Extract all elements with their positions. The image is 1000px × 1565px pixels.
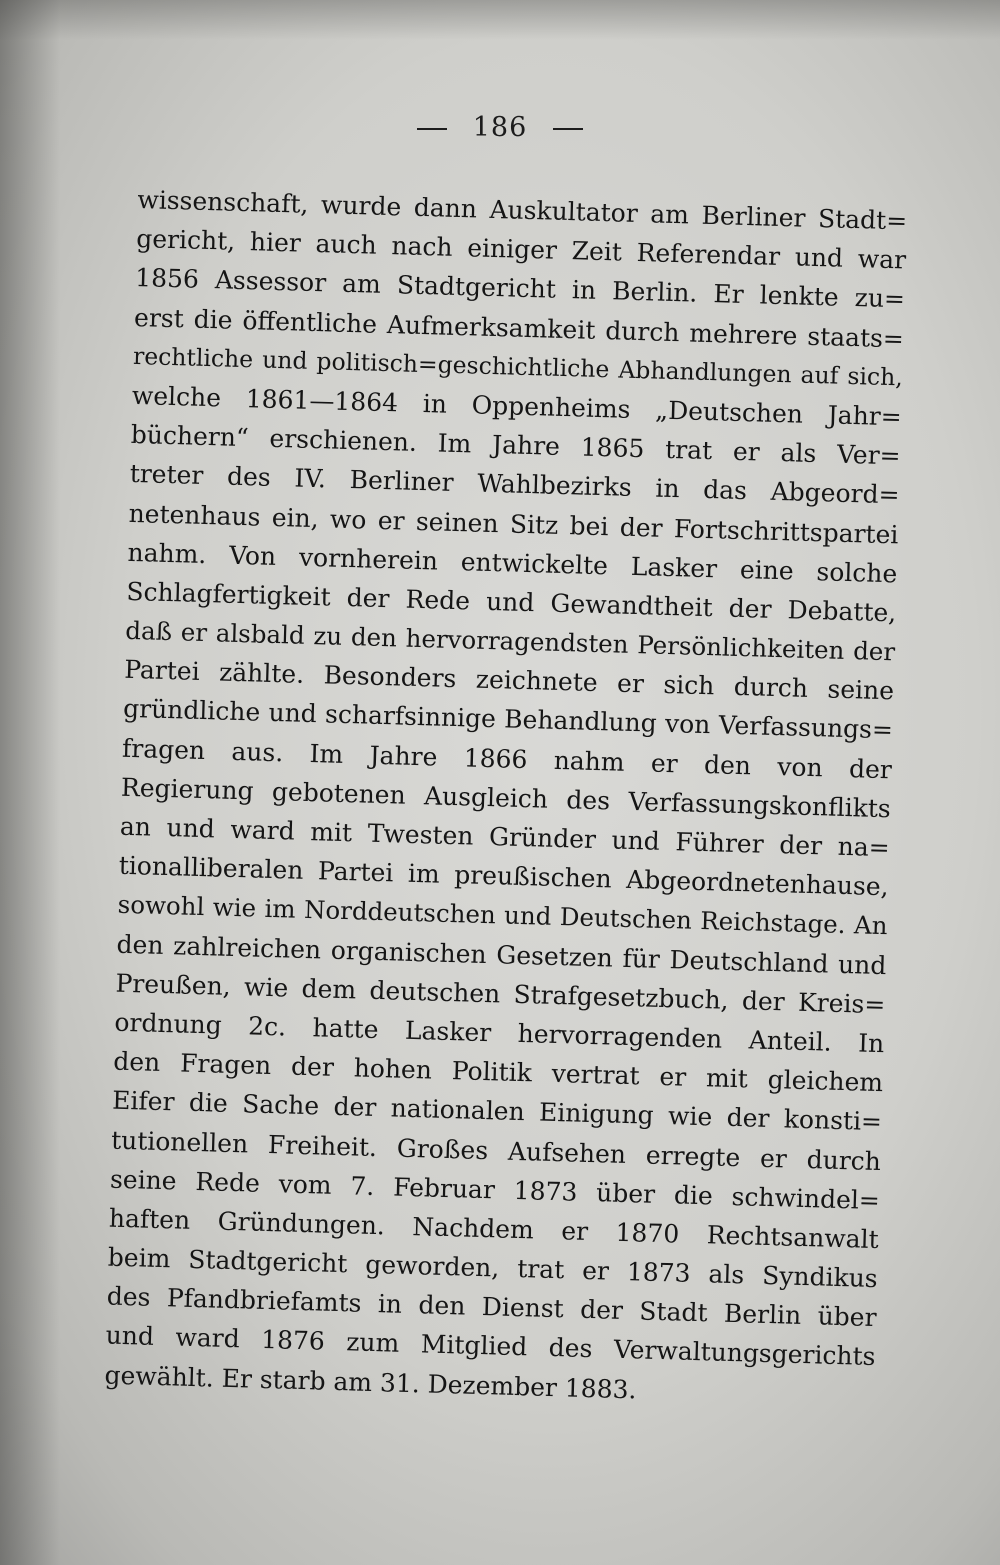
text-line: netenhaus ein, wo er seinen Sitz bei der Fortschrittspartei — [128, 498, 899, 549]
text-line: nahm. Von vornherein entwickelte Lasker eine solche — [127, 537, 898, 589]
text-line: des Pfandbriefamts in den Dienst der Stadt Berlin über — [106, 1281, 877, 1333]
text-line: und ward 1876 zum Mitglied des Verwaltungsgerichts — [105, 1320, 876, 1372]
text-line: welche 1861—1864 in Oppenheims „Deutschen Jahr= — [131, 380, 903, 432]
text-line: tionalliberalen Partei im preußischen Abgeordnetenhause, — [118, 850, 889, 902]
text-line: Schlagfertigkeit der Rede und Gewandtheit der Debatte, — [126, 576, 897, 628]
body-text — [104, 180, 908, 1416]
text-line: den zahlreichen organischen Gesetzen für Deutschland und — [116, 929, 887, 980]
page-header — [0, 112, 1000, 143]
page-number: 186 — [472, 112, 528, 143]
header-dash-left — [417, 128, 447, 130]
text-line: an und ward mit Twesten Gründer und Führer der na= — [119, 811, 891, 863]
text-line: beim Stadtgericht geworden, trat er 1873 als Syndikus — [107, 1242, 879, 1294]
text-line: daß er alsbald zu den hervorragendsten Persönlichkeiten der — [125, 615, 896, 667]
text-line: büchern“ erschienen. Im Jahre 1865 trat er als Ver= — [130, 420, 901, 471]
text-line: gründliche und scharfsinnige Behandlung von Verfassungs= — [122, 694, 894, 745]
text-line: haften Gründungen. Nachdem er 1870 Rechtsanwalt — [108, 1203, 880, 1254]
text-line: seine Rede vom 7. Februar 1873 über die schwindel= — [109, 1164, 881, 1215]
text-line: treter des IV. Berliner Wahlbezirks in das Abgeord= — [129, 459, 900, 510]
text-line: tutionellen Freiheit. Großes Aufsehen erregte er durch — [110, 1125, 882, 1176]
top-shadow — [0, 0, 1000, 40]
text-line: fragen aus. Im Jahre 1866 nahm er den von der — [121, 733, 893, 784]
text-line: sowohl wie im Norddeutschen und Deutschen Reichstage. An — [117, 890, 888, 941]
text-line: wissenschaft, wurde dann Auskultator am Berliner Stadt= — [137, 184, 908, 236]
text-line: Eifer die Sache der nationalen Einigung wie der konsti= — [111, 1085, 883, 1137]
text-line: rechtliche und politisch=geschichtliche Abhandlungen auf sich, — [132, 341, 904, 392]
text-line: gewählt. Er starb am 31. Dezember 1883. — [104, 1360, 637, 1405]
text-line: ordnung 2c. hatte Lasker hervorragenden Anteil. In — [114, 1007, 885, 1059]
text-line: 1856 Assessor am Stadtgericht in Berlin. Er lenkte zu= — [134, 263, 906, 314]
text-line: erst die öffentliche Aufmerksamkeit durch mehrere staats= — [133, 302, 905, 354]
spine-shadow — [0, 0, 60, 1565]
text-line: Partei zählte. Besonders zeichnete er sich durch seine — [123, 655, 895, 706]
text-line: den Fragen der hohen Politik vertrat er mit gleichem — [112, 1046, 884, 1098]
text-line: Preußen, wie dem deutschen Strafgesetzbuch, der Kreis= — [115, 968, 886, 1019]
header-dash-right — [553, 128, 583, 130]
text-line: Regierung gebotenen Ausgleich des Verfassungskonflikts — [120, 772, 892, 824]
text-line: gericht, hier auch nach einiger Zeit Referendar und war — [135, 224, 907, 275]
